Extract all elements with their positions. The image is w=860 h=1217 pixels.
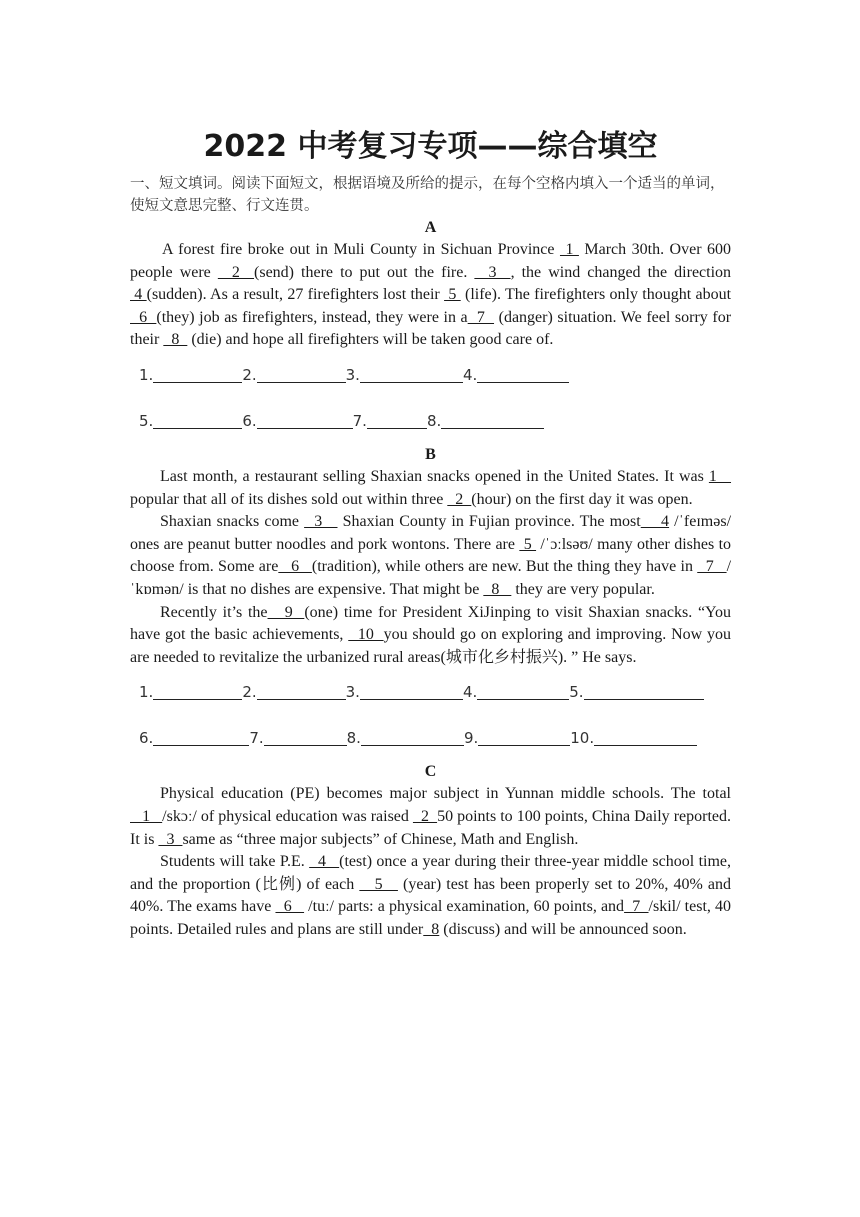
answer-line[interactable] [153, 683, 242, 700]
answer-line[interactable] [153, 366, 242, 383]
blank-a8[interactable]: 8 [163, 331, 188, 349]
blank-c4[interactable]: 4 [309, 853, 340, 871]
section-b-paragraph-2: Shaxian snacks come 3 Shaxian County in Fujian province. The most 4 /ˈfeɪməs/ ones are peanut butter noodles and pork wontons. There are 5 /ˈɔːlsəʊ/ many other dishes to choose from. Some are 6 (tradition), while others are new. But the thing they have in 7 /ˈkɒmən/ is that no dishes are expensive. That might be 8 they are very popular. [130, 513, 732, 598]
document-page [130, 125, 731, 941]
blank-b5[interactable]: 5 [519, 535, 537, 553]
answer-row: 6. 7. 8. 9. 10. [139, 727, 731, 749]
answer-line[interactable] [367, 412, 427, 429]
blank-a7[interactable]: 7 [467, 308, 495, 326]
blank-c2[interactable]: 2 [412, 807, 438, 825]
blank-b1[interactable]: 1 [708, 467, 732, 485]
blank-c7[interactable]: 7 [624, 898, 649, 916]
answer-row: 5. 6. 7. 8. [139, 410, 731, 432]
blank-a2[interactable]: 2 [217, 263, 255, 281]
section-b-paragraph-1: Last month, a restaurant selling Shaxian snacks opened in the United States. It was 1 popular that all of its dishes sold out within three 2 (hour) on the first day it was open. [130, 467, 732, 508]
answer-line[interactable] [360, 683, 463, 700]
blank-a3[interactable]: 3 [474, 263, 511, 281]
blank-b4[interactable]: 4 [640, 513, 670, 531]
answer-line[interactable] [153, 729, 249, 746]
answer-line[interactable] [360, 366, 463, 383]
blank-c5[interactable]: 5 [359, 875, 398, 893]
document-title: 2022 中考复习专项——综合填空 [203, 129, 658, 164]
answer-line[interactable] [477, 366, 569, 383]
blank-b3[interactable]: 3 [304, 513, 338, 531]
answer-line[interactable] [594, 729, 697, 746]
blank-c1[interactable]: 1 [130, 807, 163, 825]
answer-line[interactable] [477, 683, 569, 700]
answer-line[interactable] [361, 729, 464, 746]
answer-row: 1. 2. 3. 4. 5. [139, 681, 731, 703]
answer-line[interactable] [257, 366, 346, 383]
section-c-paragraph-1: Physical education (PE) becomes major subject in Yunnan middle schools. The total 1 /skɔː/ of physical education was raised 2 50 points to 100 points, China Daily reported. It is 3 same as “three major subjects” of Chinese, Math and English. [130, 785, 732, 848]
instructions: 一、短文填词。阅读下面短文，根据语境及所给的提示，在每个空格内填入一个适当的单词，使短文意思完整、行文连贯。 [130, 176, 725, 214]
blank-b9[interactable]: 9 [267, 603, 305, 621]
blank-a5[interactable]: 5 [444, 286, 461, 304]
section-b-label: B [425, 445, 436, 463]
section-a-answer-lines [130, 364, 731, 432]
blank-b8[interactable]: 8 [483, 580, 512, 598]
section-a-paragraph: A forest fire broke out in Muli County in Sichuan Province 1 March 30th. Over 600 people were 2 (send) there to put out the fire. 3 , the wind changed the direction 4 (sudden). As a result, 27 firefighters lost their 5 (life). The firefighters only thought about 6 (they) job as firefighters, instead, they were in a 7 (danger) situation. We feel sorry for their 8 (die) and hope all firefighters will be taken good care of. [130, 241, 732, 349]
blank-b6[interactable]: 6 [278, 558, 312, 576]
blank-c6[interactable]: 6 [275, 898, 305, 916]
blank-b7[interactable]: 7 [697, 558, 727, 576]
blank-a4[interactable]: 4 [130, 286, 147, 304]
section-c-paragraph-2: Students will take P.E. 4 (test) once a year during their three-year middle school time, and the proportion (比例) of each 5 (year) test has been properly set to 20%, 40% and 40%. The exams have 6 /tuː/ parts: a physical examination, 60 points, and 7 /skil/ test, 40 points. Detailed rules and plans are still under 8 (discuss) and will be announced soon. [130, 853, 732, 938]
blank-c8[interactable]: 8 [423, 920, 440, 938]
section-b-answer-lines [130, 681, 731, 749]
section-c-label: C [424, 763, 437, 781]
section-a-label: A [424, 219, 437, 236]
blank-b2[interactable]: 2 [447, 490, 472, 508]
answer-line[interactable] [584, 683, 704, 700]
answer-row: 1. 2. 3. 4. [139, 364, 731, 386]
answer-line[interactable] [153, 412, 242, 429]
blank-a1[interactable]: 1 [559, 241, 579, 258]
section-b-paragraph-3: Recently it’s the 9 (one) time for President XiJinping to visit Shaxian snacks. “You have got the basic achievements, 10 you should go on exploring and improving. Now you are needed to revitalize the urbanized rural areas(城市化乡村振兴). ” He says. [130, 603, 732, 666]
answer-line[interactable] [257, 683, 346, 700]
blank-c3[interactable]: 3 [158, 830, 183, 848]
answer-line[interactable] [441, 412, 544, 429]
blank-b10[interactable]: 10 [348, 626, 384, 644]
answer-line[interactable] [478, 729, 570, 746]
blank-a6[interactable]: 6 [130, 308, 157, 326]
answer-line[interactable] [264, 729, 347, 746]
answer-line[interactable] [257, 412, 353, 429]
